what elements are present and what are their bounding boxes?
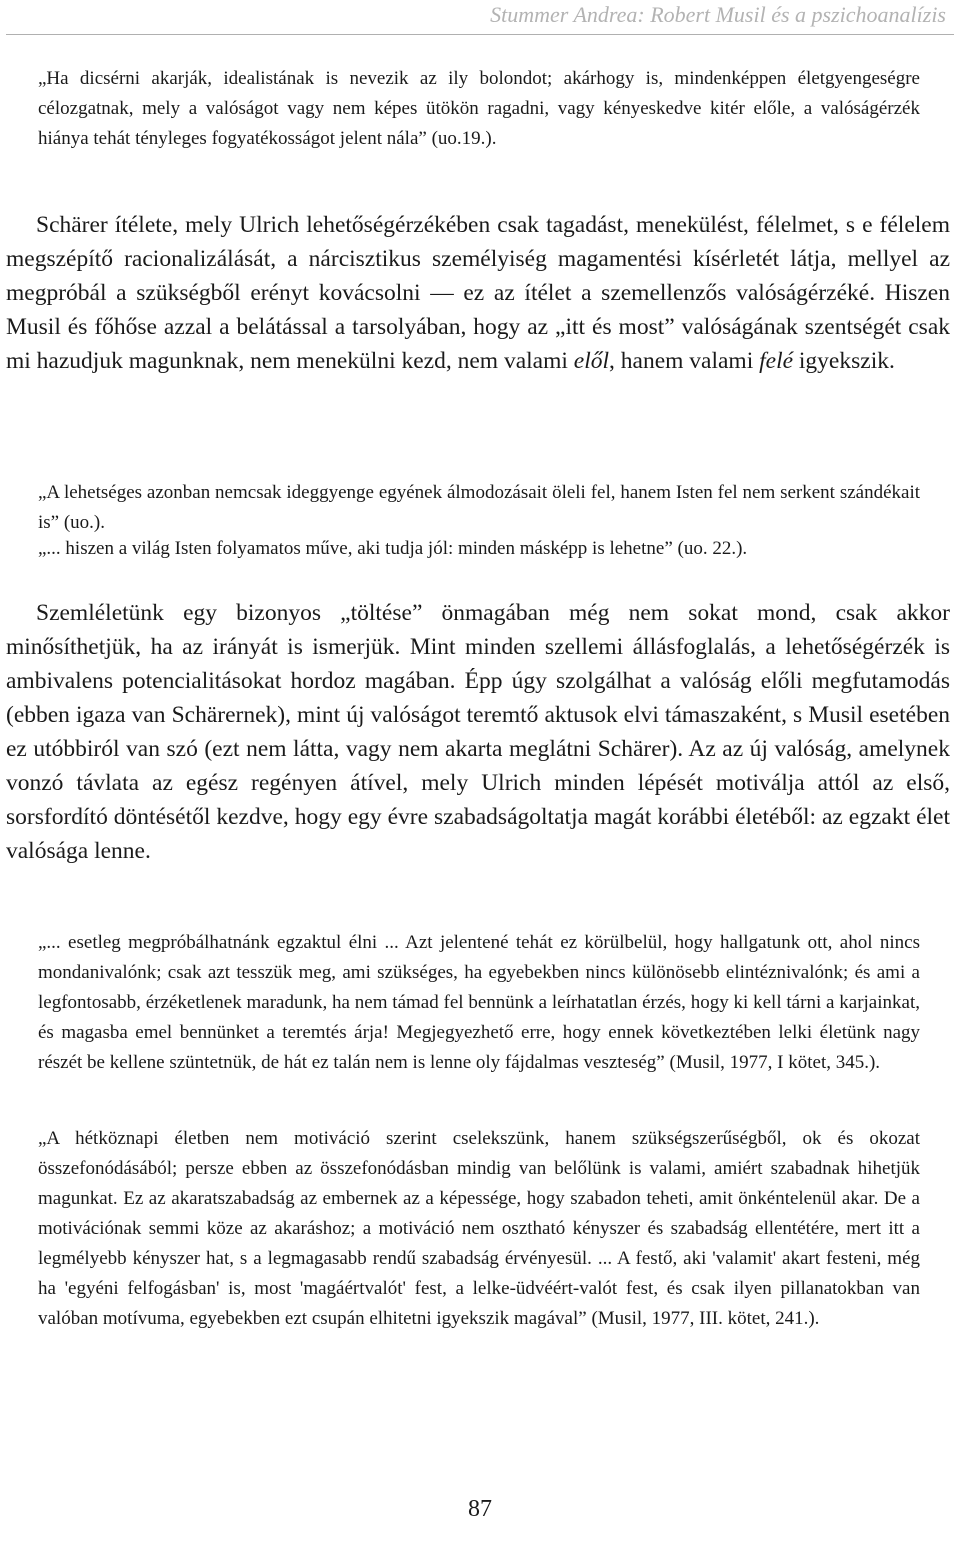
header-rule	[6, 34, 954, 35]
block-quote-3: „... hiszen a világ Isten folyamatos műve, aki tudja jól: minden másképp is lehetne” (uo. 22.).	[38, 538, 748, 559]
running-header	[0, 0, 960, 38]
block-quote-4: „... esetleg megpróbálhatnánk egzaktul élni ... Azt jelentené tehát ez körülbelül, hogy hallgatunk ott, ahol nincs mondanivalónk; csak azt tesszük meg, ami szükséges, ha egyebekben nincs különösebb elintéznivalónk; és ami a legfontosabb, érzéketlenek maradunk, ha nem támad fel bennünk a leírhatatlan érzés, hogy ki kell tárni a karjainkat, és magasba emel bennünket a teremtés árja! Megjegyezhető erre, hogy ennek következtében lelki életünk nagy részét be kellene szüntetnük, de hát ez talán nem is lenne oly fájdalmas veszteség” (Musil, 1977, I kötet, 345.).	[38, 932, 920, 1073]
paragraph-1-text-a: Schärer ítélete, mely Ulrich lehetőségérzékében csak tagadást, menekülést, félelmet, s e félelem megszépítő racionalizálását, a nárcisztikus személyiség magamentési kísérletét látja, mellyel az megpróbál a szükségből erényt kovácsolni — ez az ítélet a szemellenzős valóságérzéké. Hiszen Musil és főhőse azzal a belátással a tarsolyában, hogy az „itt és most” valóságának szentségét csak mi hazudjuk magunknak, nem menekülni kezd, nem valami	[6, 212, 950, 374]
body-paragraph-1	[6, 208, 950, 378]
block-quote-5: „A hétköznapi életben nem motiváció szerint cselekszünk, hanem szükségszerűségből, ok és okozat összefonódásából; persze ebben az összefonódásban mindig van belőlünk is valami, amiért szabadnak hihetjük magunkat. Ez az akaratszabadság az embernek az a képessége, hogy szabadon teheti, amit önkéntelenül akar. De a motivációnak semmi köze az akaráshoz; a motiváció nem osztható kényszer és szabadság ellentétére, mert itt a legmélyebb kényszer hat, s a legmagasabb rendű szabadság érvényesül. ... A festő, aki 'valamit' akart festeni, még ha 'egyéni felfogásban' is, most 'magáértvalót' fest, a lelke-üdvéért-valót fest, és csak ilyen pillanatokban van valóban motívuma, egyebekben ezt csupán elhitetni igyekszik magával” (Musil, 1977, III. kötet, 241.).	[38, 1128, 920, 1329]
paragraph-1-text-c: igyekszik.	[798, 348, 895, 374]
body-paragraph-2: Szemléletünk egy bizonyos „töltése” önmagában még nem sokat mond, csak akkor minősíthetjük, ha az irányát is ismerjük. Mint minden szellemi állásfoglalás, a lehetőségérzék is ambivalens potencialitásokat hordoz magában. Épp úgy szolgálhat a valóság előli megfutamodás (ebben igaza van Schärernek), mint új valóságot teremtő aktusok elvi támaszaként, s Musil esetében ez utóbbiról van szó (ezt nem látta, vagy nem akarta meglátni Schärer). Az az új valóság, amelynek vonzó távlata az egész regényen átível, mely Ulrich minden lépését motiválja attól az első, sorsfordító döntésétől kezdve, hogy egy évre szabadságoltatja magát korábbi életéből: az egzakt élet valósága lenne.	[6, 600, 950, 864]
emphasis-fele: felé	[759, 348, 794, 374]
block-quote-2: „A lehetséges azonban nemcsak ideggyenge egyének álmodozásait öleli fel, hanem Isten fel nem serkent szándékait is” (uo.).	[38, 482, 920, 533]
paragraph-1-text-b: , hanem valami	[609, 348, 754, 374]
block-quote-1: „Ha dicsérni akarják, idealistának is nevezik az ily bolondot; akárhogy is, mindenképpen életgyengeségre célozgatnak, mely a valóságot vagy nem képes ütökön ragadni, vagy kényeskedve kitér előle, a valóságérzék hiánya tehát tényleges fogyatékosságot jelent nála” (uo.19.).	[38, 68, 920, 149]
emphasis-elol: elől	[573, 348, 610, 374]
running-title: Stummer Andrea: Robert Musil és a pszichoanalízis	[490, 2, 946, 27]
page-number: 87	[468, 1496, 492, 1522]
